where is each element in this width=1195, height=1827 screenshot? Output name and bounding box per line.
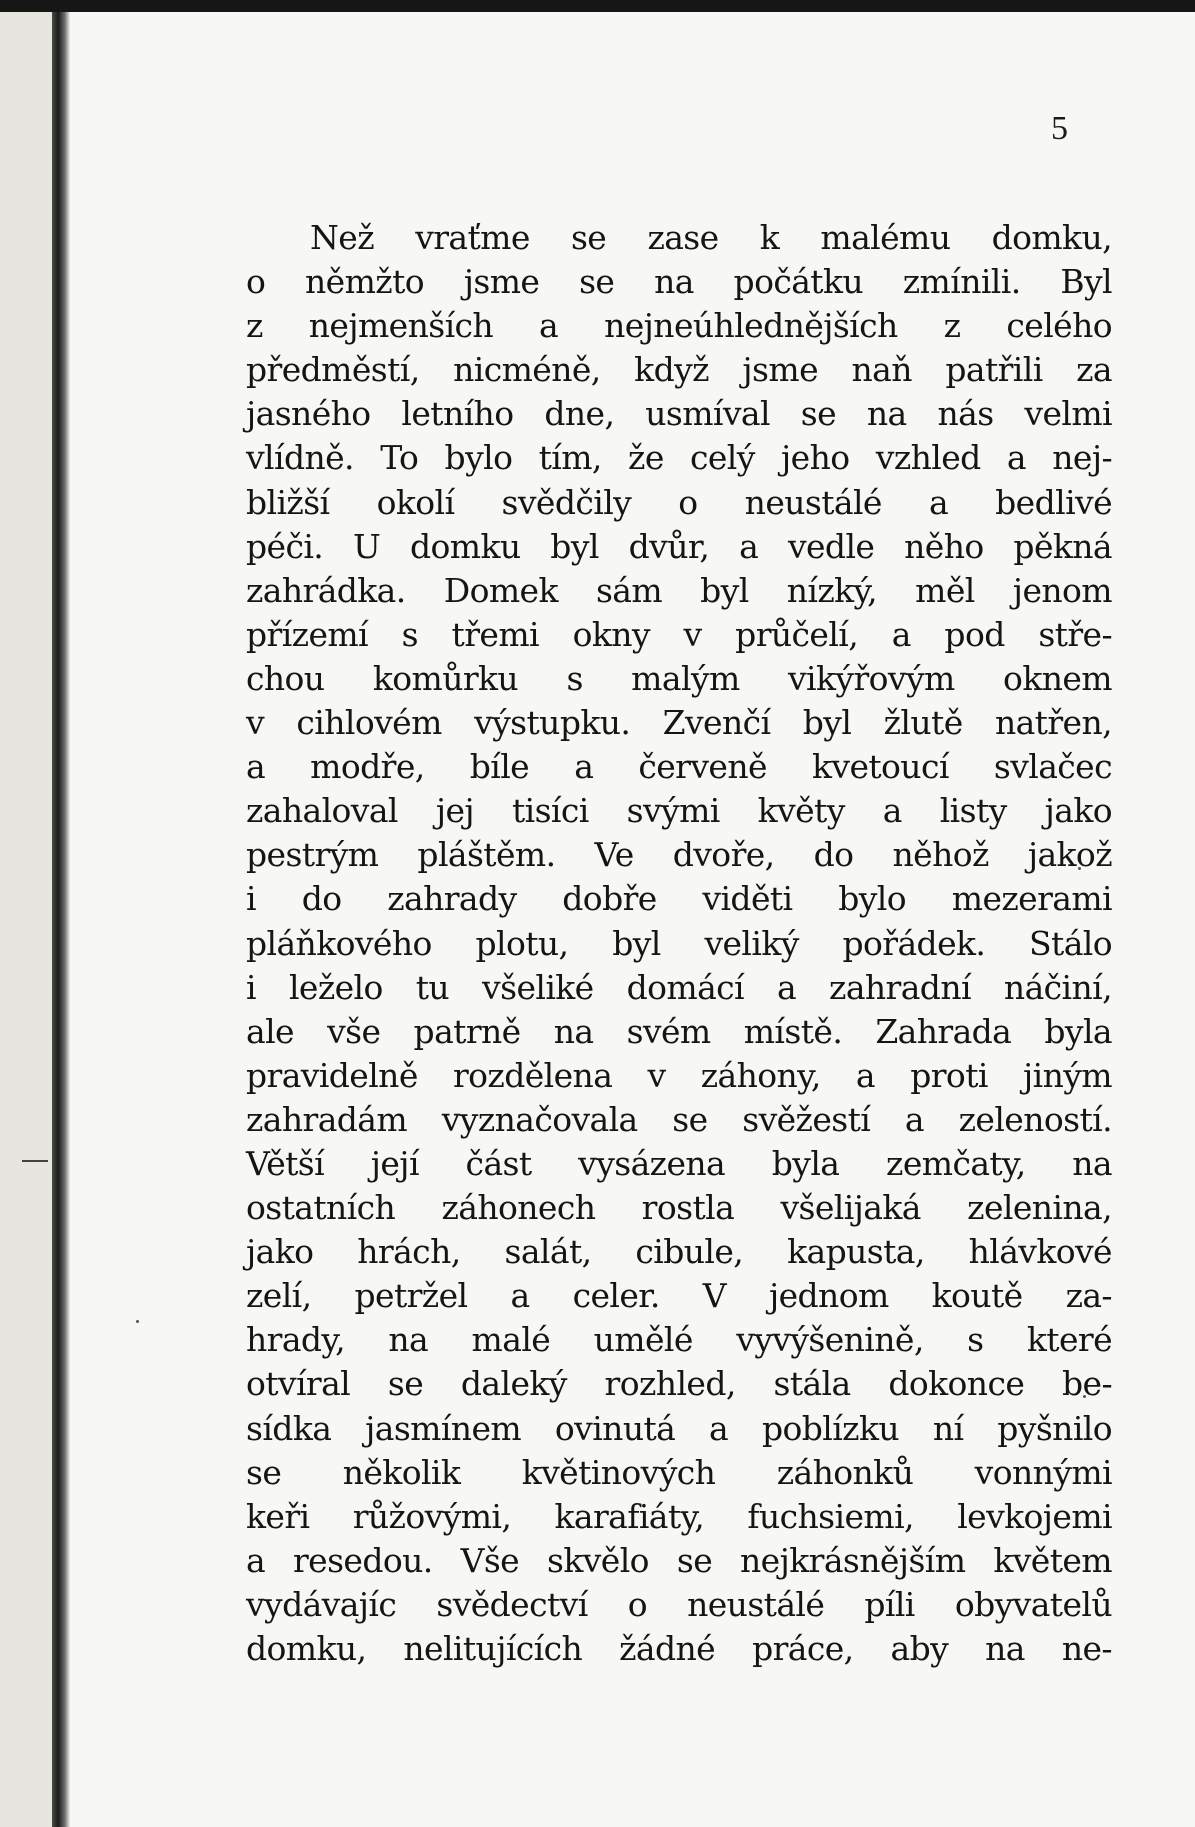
- text-line: vydávajíc svědectví o neustálé píli obyvatelů: [246, 1584, 1112, 1624]
- binding-shadow: [52, 12, 70, 1827]
- text-line: sídka jasmínem ovinutá a poblízku ní pyšnilo: [246, 1408, 1112, 1448]
- text-line: z nejmenších a nejneúhlednějších z celého: [246, 306, 1112, 346]
- book-page: [70, 12, 1195, 1827]
- text-line: a modře, bíle a červeně kvetoucí svlačec: [246, 747, 1112, 787]
- text-line: chou komůrku s malým vikýřovým oknem: [246, 658, 1112, 698]
- text-line: bližší okolí svědčily o neustálé a bedlivé: [246, 482, 1112, 522]
- text-line: ale vše patrně na svém místě. Zahrada byla: [246, 1011, 1112, 1051]
- text-line: i leželo tu všeliké domácí a zahradní náčiní,: [246, 967, 1112, 1007]
- text-line: jasného letního dne, usmíval se na nás velmi: [246, 394, 1112, 434]
- text-line: pravidelně rozdělena v záhony, a proti jiným: [246, 1055, 1112, 1095]
- text-line: vlídně. To bylo tím, že celý jeho vzhled a nej-: [246, 438, 1112, 478]
- text-line: přízemí s třemi okny v průčelí, a pod stře-: [246, 614, 1112, 654]
- text-line: i do zahrady dobře viděti bylo mezerami: [246, 879, 1112, 919]
- text-line: ostatních záhonech rostla všelijaká zelenina,: [246, 1188, 1112, 1228]
- text-line: Než vraťme se zase k malému domku,: [310, 218, 1112, 257]
- text-line: zahradám vyznačovala se svěžestí a zeleností.: [246, 1099, 1112, 1139]
- text-line: domku, nelitujících žádné práce, aby na ne-: [246, 1629, 1112, 1668]
- ink-speck: [136, 1320, 139, 1323]
- text-line: jako hrách, salát, cibule, kapusta, hlávkové: [246, 1232, 1112, 1272]
- text-line: předměstí, nicméně, když jsme naň patřili za: [246, 350, 1112, 390]
- text-line: se několik květinových záhonků vonnými: [246, 1452, 1112, 1492]
- text-line: hrady, na malé umělé vyvýšenině, s které: [246, 1320, 1112, 1360]
- scan-top-border: [0, 0, 1195, 12]
- text-line: zahrádka. Domek sám byl nízký, měl jenom: [246, 570, 1112, 610]
- text-line: pestrým pláštěm. Ve dvoře, do něhož jakož: [246, 835, 1112, 875]
- text-line: a resedou. Vše skvělo se nejkrásnějším květem: [246, 1540, 1112, 1580]
- facing-page-edge: [0, 0, 58, 1827]
- edge-mark: [22, 1160, 48, 1162]
- text-line: v cihlovém výstupku. Zvenčí byl žlutě natřen,: [246, 703, 1112, 743]
- page-number: 5: [1051, 110, 1068, 147]
- text-line: o němžto jsme se na počátku zmínili. Byl: [246, 262, 1112, 302]
- body-text: [246, 216, 1112, 1671]
- text-line: Větší její část vysázena byla zemčaty, na: [246, 1143, 1112, 1183]
- text-line: péči. U domku byl dvůr, a vedle něho pěkná: [246, 526, 1112, 566]
- text-line: zelí, petržel a celer. V jednom koutě za-: [246, 1276, 1112, 1316]
- text-line: otvíral se daleký rozhled, stála dokonce be-: [246, 1364, 1112, 1404]
- text-line: zahaloval jej tisíci svými květy a listy jako: [246, 791, 1112, 831]
- text-line: pláňkového plotu, byl veliký pořádek. Stálo: [246, 923, 1112, 963]
- text-line: keři růžovými, karafiáty, fuchsiemi, levkojemi: [246, 1496, 1112, 1536]
